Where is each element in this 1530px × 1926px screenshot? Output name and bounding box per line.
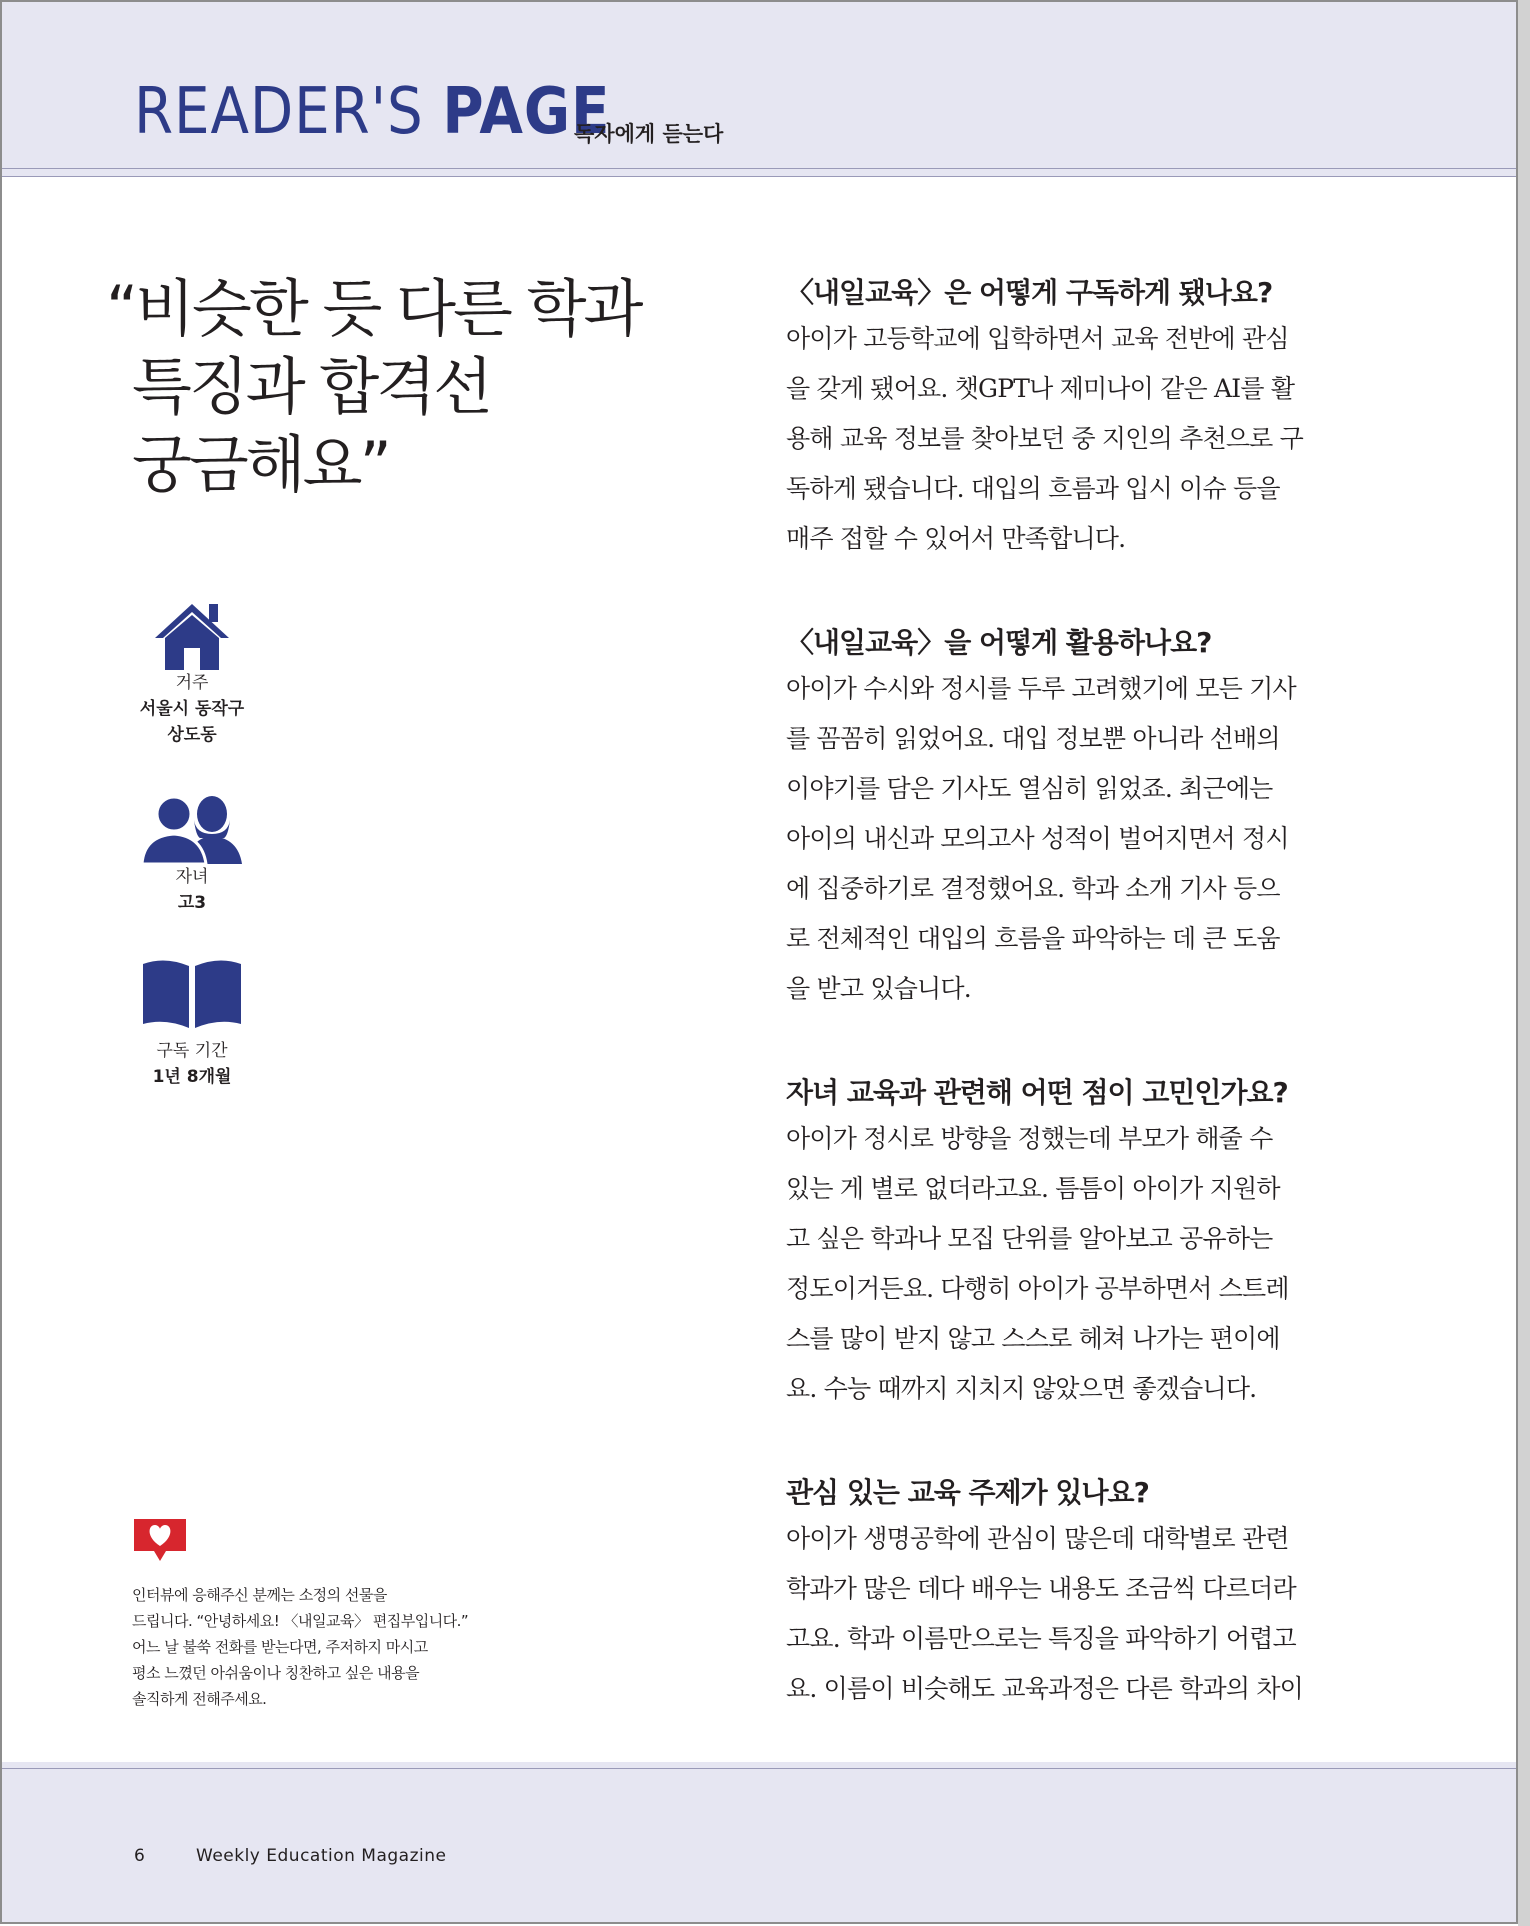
qa-question: 자녀 교육과 관련해 어떤 점이 고민인가요? [786,1076,1288,1109]
answer-line: 아이의 내신과 모의고사 성적이 벌어지면서 정시 [786,824,1289,853]
answer-line: 을 받고 있습니다. [786,974,971,1003]
answer-line: 스를 많이 받지 않고 스스로 헤쳐 나가는 편이에 [786,1324,1280,1353]
brand-page: PAGE [442,75,611,149]
page-headline [106,270,666,504]
qa-answer [786,1514,1351,1714]
qa-answer [786,664,1351,1014]
headline-line-1: “비슷한 듯 다른 학과 [106,272,641,345]
note-line: 평소 느꼈던 아쉬움이나 칭찬하고 싶은 내용을 [132,1664,420,1682]
answer-line: 아이가 고등학교에 입학하면서 교육 전반에 관심 [786,324,1289,353]
header-divider [2,168,1516,169]
headline-line-2: 특징과 합격선 [132,350,491,423]
headline-line-3: 궁금해요” [132,428,389,501]
qa-section-4 [786,1472,1351,1714]
heart-speech-bubble-icon [132,1517,188,1567]
profile-children [112,794,272,916]
answer-line: 이야기를 담은 기사도 열심히 읽었죠. 최근에는 [786,774,1273,803]
answer-line: 있는 게 별로 없더라고요. 틈틈이 아이가 지원하 [786,1174,1280,1203]
answer-line: 학과가 많은 데다 배우는 내용도 조금씩 다르더라 [786,1574,1296,1603]
answer-line: 매주 접할 수 있어서 만족합니다. [786,524,1126,553]
answer-line: 독하게 됐습니다. 대입의 흐름과 입시 이슈 등을 [786,474,1280,503]
qa-question: 〈내일교육〉은 어떻게 구독하게 됐나요? [786,276,1273,309]
house-icon [153,602,231,670]
profile-residence [112,602,272,748]
qa-answer [786,1114,1351,1414]
note-line: 드립니다. “안녕하세요! 〈내일교육〉 편집부입니다.” [132,1612,469,1630]
answer-line: 을 갖게 됐어요. 챗GPT나 제미나이 같은 AI를 활 [786,374,1295,403]
magazine-name: Weekly Education Magazine [196,1846,447,1866]
section-subtitle: 독자에게 듣는다 [574,122,724,146]
residence-label: 거주 [175,673,209,693]
footer-divider [2,1768,1516,1769]
residence-value-line2: 상도동 [167,725,217,745]
note-line: 솔직하게 전해주세요. [132,1690,267,1708]
answer-line: 로 전체적인 대입의 흐름을 파악하는 데 큰 도움 [786,924,1280,953]
qa-question: 관심 있는 교육 주제가 있나요? [786,1476,1149,1509]
brand-readers: READER'S [134,75,443,149]
answer-line: 요. 수능 때까지 지치지 않았으면 좋겠습니다. [786,1374,1257,1403]
answer-line: 아이가 수시와 정시를 두루 고려했기에 모든 기사 [786,674,1296,703]
answer-line: 정도이거든요. 다행히 아이가 공부하면서 스트레 [786,1274,1289,1303]
children-label: 자녀 [175,867,209,887]
qa-question: 〈내일교육〉을 어떻게 활용하나요? [786,626,1212,659]
section-brand [134,70,610,154]
subscription-value: 1년 8개월 [152,1067,232,1087]
qa-section-2 [786,622,1351,1014]
children-value: 고3 [177,893,207,913]
answer-line: 에 집중하기로 결정했어요. 학과 소개 기사 등으 [786,874,1280,903]
page-number: 6 [134,1846,145,1866]
footer-band [2,1762,1516,1922]
answer-line: 요. 이름이 비슷해도 교육과정은 다른 학과의 차이 [786,1674,1304,1703]
open-book-icon [141,958,243,1028]
qa-answer [786,314,1351,564]
answer-line: 아이가 정시로 방향을 정했는데 부모가 해줄 수 [786,1124,1273,1153]
answer-line: 고 싶은 학과나 모집 단위를 알아보고 공유하는 [786,1224,1273,1253]
residence-value-line1: 서울시 동작구 [139,699,245,719]
answer-line: 를 꼼꼼히 읽었어요. 대입 정보뿐 아니라 선배의 [786,724,1280,753]
profile-subscription [112,958,272,1090]
qa-section-1 [786,272,1351,564]
page-edge-shadow [1518,0,1530,1926]
answer-line: 용해 교육 정보를 찾아보던 중 지인의 추천으로 구 [786,424,1304,453]
subscription-label: 구독 기간 [156,1041,228,1061]
interview-note [132,1582,552,1712]
note-line: 어느 날 불쑥 전화를 받는다면, 주저하지 마시고 [132,1638,428,1656]
qa-section-3 [786,1072,1351,1414]
note-line: 인터뷰에 응해주신 분께는 소정의 선물을 [132,1586,387,1604]
people-icon [140,794,244,864]
answer-line: 고요. 학과 이름만으로는 특징을 파악하기 어렵고 [786,1624,1296,1653]
answer-line: 아이가 생명공학에 관심이 많은데 대학별로 관련 [786,1524,1289,1553]
